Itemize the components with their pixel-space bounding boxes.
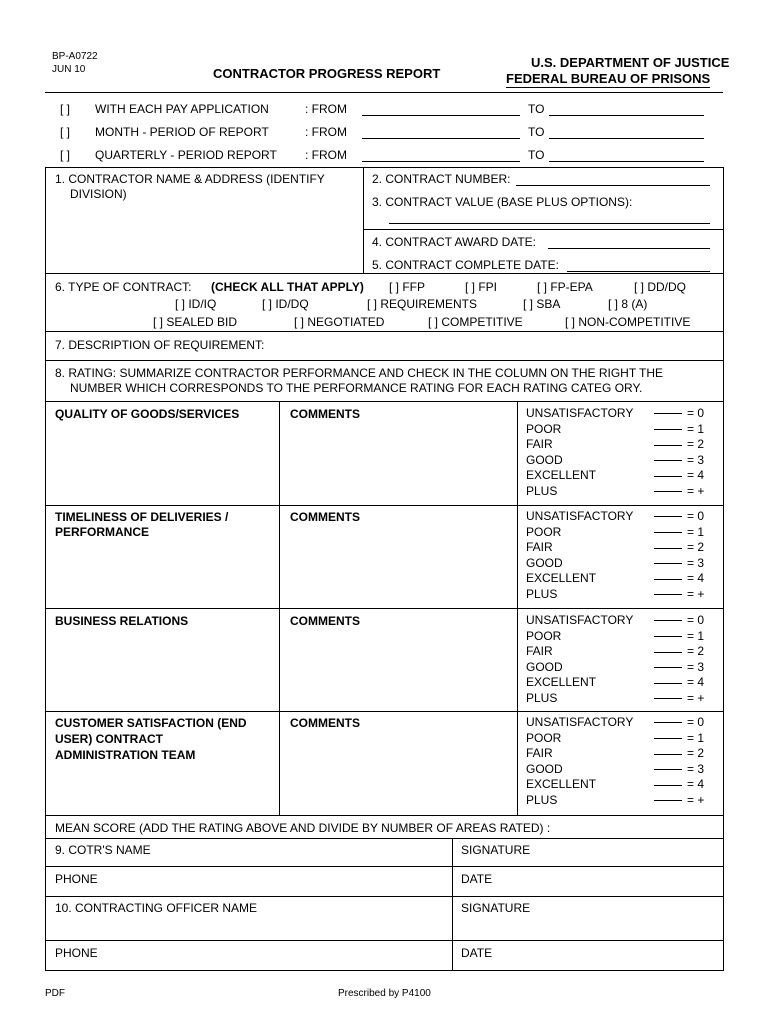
category-name: CUSTOMER SATISFACTION (END <box>55 716 247 730</box>
rating-label: UNSATISFACTORY <box>526 509 634 523</box>
rating-label: POOR <box>526 421 562 436</box>
rating-option[interactable]: = 2 <box>654 746 704 762</box>
contractor-name-field[interactable] <box>50 205 358 269</box>
comments-label: COMMENTS <box>290 614 360 628</box>
period-label: WITH EACH PAY APPLICATION <box>95 102 269 116</box>
rating-label: PLUS <box>526 483 558 498</box>
grid-line <box>45 273 724 274</box>
rating-label: GOOD <box>526 555 563 570</box>
footer-prescribed: Prescribed by P4100 <box>338 988 431 999</box>
comments-field[interactable] <box>285 527 512 604</box>
category-name-cont: USER) CONTRACT <box>55 732 163 746</box>
checkbox-fpi[interactable]: [ ] FPI <box>465 280 498 294</box>
comments-field[interactable] <box>285 630 512 707</box>
form-id: BP-A0722 <box>52 51 98 62</box>
grid-line <box>45 401 724 402</box>
grid-line <box>517 401 518 815</box>
rating-label: GOOD <box>526 452 563 467</box>
checkbox-non-competitive[interactable]: [ ] NON-COMPETITIVE <box>565 315 691 329</box>
grid-line <box>279 401 280 815</box>
rating-scale-labels <box>526 406 633 500</box>
contract-type-label: 6. TYPE OF CONTRACT: <box>55 280 192 294</box>
grid-line <box>45 505 724 506</box>
rating-option[interactable]: = + <box>654 587 704 603</box>
checkbox-sba[interactable]: [ ] SBA <box>523 297 561 311</box>
comments-label: COMMENTS <box>290 716 360 730</box>
rating-option[interactable]: = 2 <box>654 437 704 453</box>
rating-option[interactable]: = 2 <box>654 644 704 660</box>
category-name: QUALITY OF GOODS/SERVICES <box>55 407 240 421</box>
contract-type-instruction: (CHECK ALL THAT APPLY) <box>211 280 364 294</box>
rating-option[interactable]: = 0 <box>654 715 704 731</box>
period-checkbox[interactable]: [ ] <box>60 102 71 116</box>
contract-number-field[interactable] <box>516 171 710 186</box>
checkbox-negotiated[interactable]: [ ] NEGOTIATED <box>294 315 385 329</box>
rating-option[interactable]: = 1 <box>654 525 704 541</box>
award-date-label: 4. CONTRACT AWARD DATE: <box>372 235 537 249</box>
grid-line <box>45 331 724 332</box>
rating-option[interactable]: = 3 <box>654 556 704 572</box>
contract-number-label: 2. CONTRACT NUMBER: <box>372 172 511 186</box>
rating-label: PLUS <box>526 586 558 601</box>
grid-line <box>363 167 364 273</box>
period-label: MONTH - PERIOD OF REPORT <box>95 125 269 139</box>
category-name: BUSINESS RELATIONS <box>55 614 189 628</box>
from-field[interactable] <box>362 124 520 139</box>
rating-label: GOOD <box>526 659 563 674</box>
rating-option[interactable]: = + <box>654 793 704 809</box>
rating-label: PLUS <box>526 792 558 807</box>
from-field[interactable] <box>362 101 520 116</box>
rating-option[interactable]: = 1 <box>654 629 704 645</box>
category-name-cont: PERFORMANCE <box>55 525 150 539</box>
rating-label: UNSATISFACTORY <box>526 715 634 729</box>
to-label: TO <box>528 148 545 162</box>
award-date-field[interactable] <box>548 234 710 249</box>
cotr-name-label: 9. COTR'S NAME <box>55 843 151 857</box>
mean-score-field[interactable] <box>565 818 720 836</box>
from-label: : FROM <box>305 148 347 162</box>
form-title: CONTRACTOR PROGRESS REPORT <box>213 66 441 81</box>
rating-label: POOR <box>526 524 562 539</box>
comments-label: COMMENTS <box>290 510 360 524</box>
period-label: QUARTERLY - PERIOD REPORT <box>95 148 277 162</box>
comments-label: COMMENTS <box>290 407 360 421</box>
checkbox-8a[interactable]: [ ] 8 (A) <box>608 297 648 311</box>
contracting-officer-date-label: DATE <box>461 946 493 960</box>
rating-option[interactable]: = 0 <box>654 509 704 525</box>
contract-value-field[interactable] <box>389 209 710 224</box>
mean-score-label: MEAN SCORE (ADD THE RATING ABOVE AND DIVIDE BY NUMBER OF AREAS RATED) : <box>55 821 551 835</box>
to-field[interactable] <box>549 124 704 139</box>
category-name-cont: ADMINISTRATION TEAM <box>55 748 196 762</box>
checkbox-dd-dq[interactable]: [ ] DD/DQ <box>634 280 687 294</box>
rating-label: EXCELLENT <box>526 468 597 483</box>
grid-line <box>45 815 724 816</box>
comments-field[interactable] <box>285 424 512 501</box>
grid-line <box>45 940 724 941</box>
from-field[interactable] <box>362 147 520 162</box>
checkbox-ffp[interactable]: [ ] FFP <box>389 280 425 294</box>
category-name: TIMELINESS OF DELIVERIES / <box>55 510 229 524</box>
rating-option[interactable]: = 4 <box>654 468 704 484</box>
contracting-officer-signature-label: SIGNATURE <box>461 901 531 915</box>
rating-scale-values <box>654 406 704 500</box>
form-date: JUN 10 <box>52 64 86 75</box>
rating-scale-labels <box>526 613 633 707</box>
grid-line <box>363 229 724 230</box>
contract-value-label: 3. CONTRACT VALUE (BASE PLUS OPTIONS): <box>372 195 633 209</box>
rating-option[interactable]: = + <box>654 484 704 500</box>
to-field[interactable] <box>549 101 704 116</box>
checkbox-sealed-bid[interactable]: [ ] SEALED BID <box>153 315 238 329</box>
rating-label: GOOD <box>526 761 563 776</box>
rating-label: FAIR <box>526 746 553 761</box>
rating-label: UNSATISFACTORY <box>526 613 634 627</box>
grid-line <box>452 838 453 971</box>
rating-option[interactable]: = 4 <box>654 571 704 587</box>
to-label: TO <box>528 102 545 116</box>
footer-pdf: PDF <box>45 988 65 999</box>
to-field[interactable] <box>549 147 704 162</box>
department-name: U.S. DEPARTMENT OF JUSTICE <box>531 55 730 70</box>
rating-scale-labels <box>526 715 633 809</box>
to-label: TO <box>528 125 545 139</box>
rating-instructions-cont: NUMBER WHICH CORRESPONDS TO THE PERFORMANCE RATING FOR EACH RATING CATEG ORY. <box>70 381 643 395</box>
rating-label: FAIR <box>526 437 553 452</box>
complete-date-field[interactable] <box>567 257 710 272</box>
rating-option[interactable]: = 1 <box>654 731 704 747</box>
rating-option[interactable]: = 3 <box>654 660 704 676</box>
rating-label: EXCELLENT <box>526 777 597 792</box>
rating-option[interactable]: = + <box>654 691 704 707</box>
rating-label: FAIR <box>526 540 553 555</box>
grid-line <box>45 866 724 867</box>
rating-option[interactable]: = 4 <box>654 675 704 691</box>
rating-option[interactable]: = 0 <box>654 613 704 629</box>
contracting-officer-name-label: 10. CONTRACTING OFFICER NAME <box>55 901 258 915</box>
rating-scale-labels <box>526 509 633 603</box>
checkbox-id-dq[interactable]: [ ] ID/DQ <box>262 297 309 311</box>
checkbox-competitive[interactable]: [ ] COMPETITIVE <box>428 315 523 329</box>
grid-line <box>45 608 724 609</box>
contractor-name-label-cont: DIVISION) <box>70 187 127 201</box>
bureau-name: FEDERAL BUREAU OF PRISONS <box>506 71 711 86</box>
checkbox-id-iq[interactable]: [ ] ID/IQ <box>175 297 217 311</box>
rating-option[interactable]: = 3 <box>654 453 704 469</box>
from-label: : FROM <box>305 102 347 116</box>
rating-label: FAIR <box>526 644 553 659</box>
cotr-phone-label: PHONE <box>55 872 98 886</box>
rating-option[interactable]: = 0 <box>654 406 704 422</box>
header-divider <box>45 92 723 93</box>
rating-label: PLUS <box>526 690 558 705</box>
rating-label: POOR <box>526 730 562 745</box>
rating-label: UNSATISFACTORY <box>526 406 634 420</box>
rating-scale-values <box>654 613 704 707</box>
cotr-signature-label: SIGNATURE <box>461 843 531 857</box>
grid-line <box>45 896 724 897</box>
rating-option[interactable]: = 3 <box>654 762 704 778</box>
rating-label: POOR <box>526 628 562 643</box>
rating-scale-values <box>654 509 704 603</box>
rating-option[interactable]: = 1 <box>654 422 704 438</box>
cotr-date-label: DATE <box>461 872 493 886</box>
rating-scale-values <box>654 715 704 809</box>
grid-line <box>45 360 724 361</box>
comments-field[interactable] <box>285 733 512 811</box>
from-label: : FROM <box>305 125 347 139</box>
contracting-officer-phone-label: PHONE <box>55 946 98 960</box>
description-label: 7. DESCRIPTION OF REQUIREMENT: <box>55 338 265 352</box>
rating-option[interactable]: = 2 <box>654 540 704 556</box>
period-checkbox[interactable]: [ ] <box>60 125 71 139</box>
period-checkbox[interactable]: [ ] <box>60 148 71 162</box>
contractor-name-label: 1. CONTRACTOR NAME & ADDRESS (IDENTIFY <box>55 172 325 186</box>
checkbox-requirements[interactable]: [ ] REQUIREMENTS <box>367 297 478 311</box>
grid-line <box>45 838 724 839</box>
rating-label: EXCELLENT <box>526 571 597 586</box>
complete-date-label: 5. CONTRACT COMPLETE DATE: <box>372 258 559 272</box>
grid-line <box>45 711 724 712</box>
rating-label: EXCELLENT <box>526 675 597 690</box>
checkbox-fp-epa[interactable]: [ ] FP-EPA <box>537 280 593 294</box>
rating-instructions: 8. RATING: SUMMARIZE CONTRACTOR PERFORMANCE AND CHECK IN THE COLUMN ON THE RIGHT THE <box>55 366 664 380</box>
rating-option[interactable]: = 4 <box>654 777 704 793</box>
